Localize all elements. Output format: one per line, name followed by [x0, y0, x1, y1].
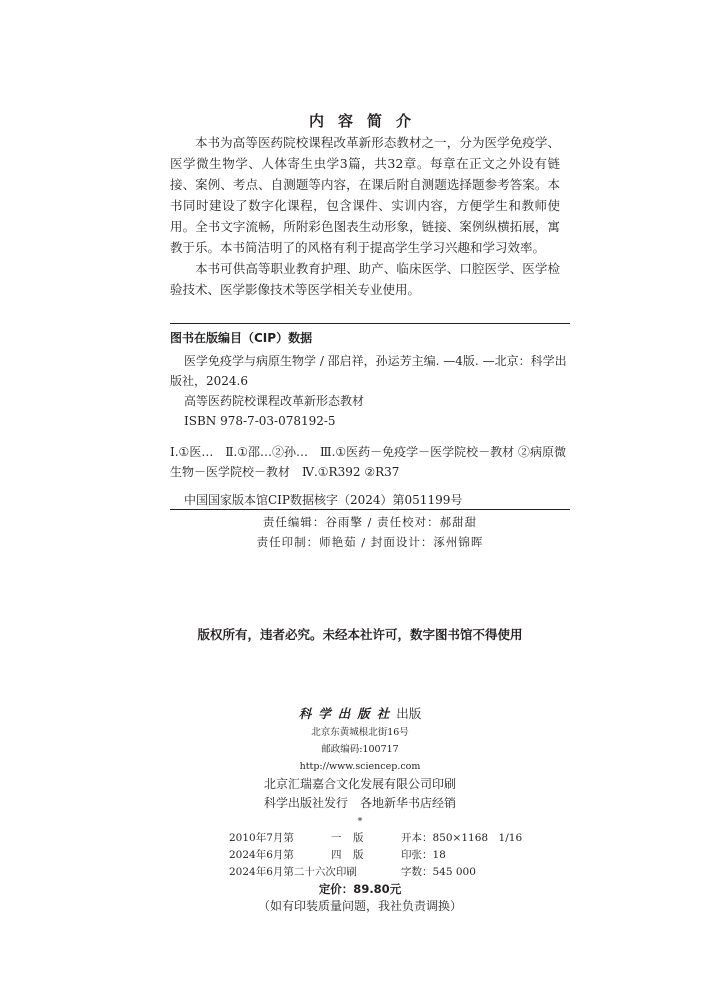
separator-star: *: [357, 816, 363, 827]
edition-kind: 版: [353, 849, 364, 861]
cip-block: [170, 328, 570, 510]
cip-top-rule: [170, 323, 570, 324]
publisher-name: 科学出版社: [298, 706, 397, 721]
edition-spec: 字数：545 000: [401, 866, 476, 878]
edition-date: 2024年6月第二十六次印刷: [229, 866, 357, 878]
edition-number: 一: [331, 832, 342, 844]
edition-date: 2024年6月第: [229, 849, 294, 861]
publisher-line: [0, 704, 720, 722]
cip-bottom-rule: [170, 509, 570, 510]
edition-kind: 版: [353, 832, 364, 844]
cip-isbn: ISBN 978-7-03-078192-5: [184, 414, 336, 428]
edition-row: [229, 864, 522, 881]
staff-line: 责任印制：师艳茹 / 封面设计：涿州锦晖: [256, 535, 484, 549]
edition-row: [229, 847, 522, 864]
intro-text: [170, 132, 560, 300]
cip-series: 高等医药院校课程改革新形态教材: [184, 394, 365, 408]
cip-core: 中国国家版本馆CIP数据核字（2024）第051199号: [184, 493, 463, 507]
cip-heading: 图书在版编目（CIP）数据: [170, 331, 313, 345]
edition-info: [229, 830, 522, 881]
staff-block: [170, 512, 570, 552]
intro-paragraph: 本书为高等医药院校课程改革新形态教材之一，分为医学免疫学、医学微生物学、人体寄生虫学3篇，共32章。每章在正文之外设有链接、案例、考点、自测题等内容，在课后附自测题选择题参考答案。本书同时建设了数字化课程，包含课件、实训内容，方便学生和教师使用。全书文字流畅，所附彩色图表生动形象，链接、案例纵横拓展，寓教于乐。本书简洁明了的风格有利于提高学生学习兴趣和学习效率。: [170, 135, 560, 255]
edition-date: 2010年7月第: [229, 832, 294, 844]
printer: 北京汇瑞嘉合文化发展有限公司印刷: [263, 777, 456, 791]
edition-spec: 开本：850×1168 1/16: [401, 832, 523, 844]
publisher-url[interactable]: http://www.sciencep.com: [299, 761, 421, 772]
publisher-details: [0, 724, 720, 830]
quality-note: （如有印装质量问题，我社负责调换）: [257, 899, 462, 913]
intro-title: 内容简介: [308, 112, 425, 130]
cip-entry: 医学免疫学与病原生物学 / 邵启祥，孙运芳主编. —4版. —北京：科学出版社，2024.6: [170, 354, 567, 388]
cip-classification: Ⅰ.①医… Ⅱ.①邵…②孙… Ⅲ.①医药－免疫学－医学院校－教材 ②病原微生物－医学院校－教材 Ⅳ.①R392 ②R37: [170, 445, 567, 479]
intro-paragraph: 本书可供高等职业教育护理、助产、临床医学、口腔医学、医学检验技术、医学影像技术等医学相关专业使用。: [170, 261, 560, 297]
publisher-postcode: 邮政编码:100717: [321, 744, 399, 755]
price: 定价：89.80元: [318, 882, 402, 896]
publisher-address: 北京东黄城根北街16号: [311, 727, 409, 738]
edition-row: [229, 830, 522, 847]
staff-line: 责任编辑：谷雨擎 / 责任校对：郝甜甜: [262, 515, 478, 529]
distribution: 科学出版社发行 各地新华书店经销: [263, 796, 456, 810]
edition-number: 四: [331, 849, 342, 861]
edition-spec: 印张：18: [401, 849, 446, 861]
publisher-suffix: 出版: [396, 706, 422, 721]
copyright-notice: 版权所有，违者必究。未经本社许可，数字图书馆不得使用: [197, 627, 523, 642]
